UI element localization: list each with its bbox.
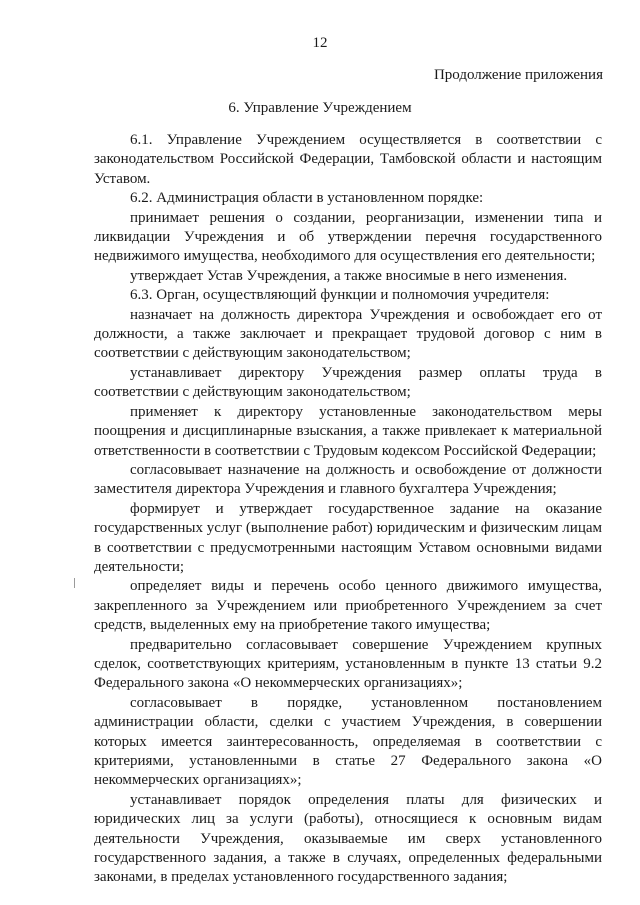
paragraph: согласовывает назначение на должность и освобождение от должности заместителя директора Учреждения и главного бухгалтера Учреждения; [94,461,602,498]
document-body [94,131,602,888]
paragraph: формирует и утверждает государственное задание на оказание государственных услуг (выполнение работ) юридическим и физическим лицам в соответствии с предусмотренными настоящим Уставом основными видами деятельности; [94,500,602,575]
paragraph-6-1: 6.1. Управление Учреждением осуществляется в соответствии с законодательством Российской Федерации, Тамбовской области и настоящим Уставом. [94,132,602,187]
paragraph: предварительно согласовывает совершение Учреждением крупных сделок, соответствующих критериям, установленным в пункте 13 статьи 9.2 Федерального закона «О некоммерческих организациях»; [94,636,602,692]
paragraph: согласовывает в порядке, установленном постановлением администрации области, сделки с участием Учреждения, в совершении которых имеется заинтересованность, определяемая в соответствии с критериями, установленными в статье 27 Федерального закона «О некоммерческих организациях»; [94,694,602,789]
scan-artifact-mark [74,578,75,588]
page-number: 12 [312,35,328,51]
section-title: 6. Управление Учреждением [228,100,412,116]
paragraph: устанавливает порядок определения платы для физических и юридических лиц за услуги (работы), относящиеся к основным видам деятельности Учреждения, оказываемые им сверх установленного государственного задания, а также в случаях, определенных федеральными законами, в пределах установленного государственного задания; [94,791,602,886]
continuation-label: Продолжение приложения [433,67,603,83]
paragraph: утверждает Устав Учреждения, а также вносимые в него изменения. [130,267,568,284]
paragraph: принимает решения о создании, реорганизации, изменении типа и ликвидации Учреждения и об утверждении перечня государственного недвижимого имущества, необходимого для осуществления его деятельности; [94,209,602,265]
paragraph: устанавливает директору Учреждения размер оплаты труда в соответствии с действующим законодательством; [94,364,602,401]
paragraph-6-3: 6.3. Орган, осуществляющий функции и полномочия учредителя: [130,287,550,304]
paragraph: определяет виды и перечень особо ценного движимого имущества, закрепленного за Учреждением или приобретенного Учреждением за счет средств, выделенных ему на приобретение такого имущества; [94,578,602,634]
paragraph: назначает на должность директора Учреждения и освобождает его от должности, а также заключает и прекращает трудовой договор с ним в соответствии с действующим законодательством; [94,306,602,362]
paragraph-6-2: 6.2. Администрация области в установленном порядке: [130,190,484,207]
paragraph: применяет к директору установленные законодательством меры поощрения и дисциплинарные взыскания, а также привлекает к материальной ответственности в соответствии с Трудовым кодексом Российской Федерации; [94,403,602,459]
